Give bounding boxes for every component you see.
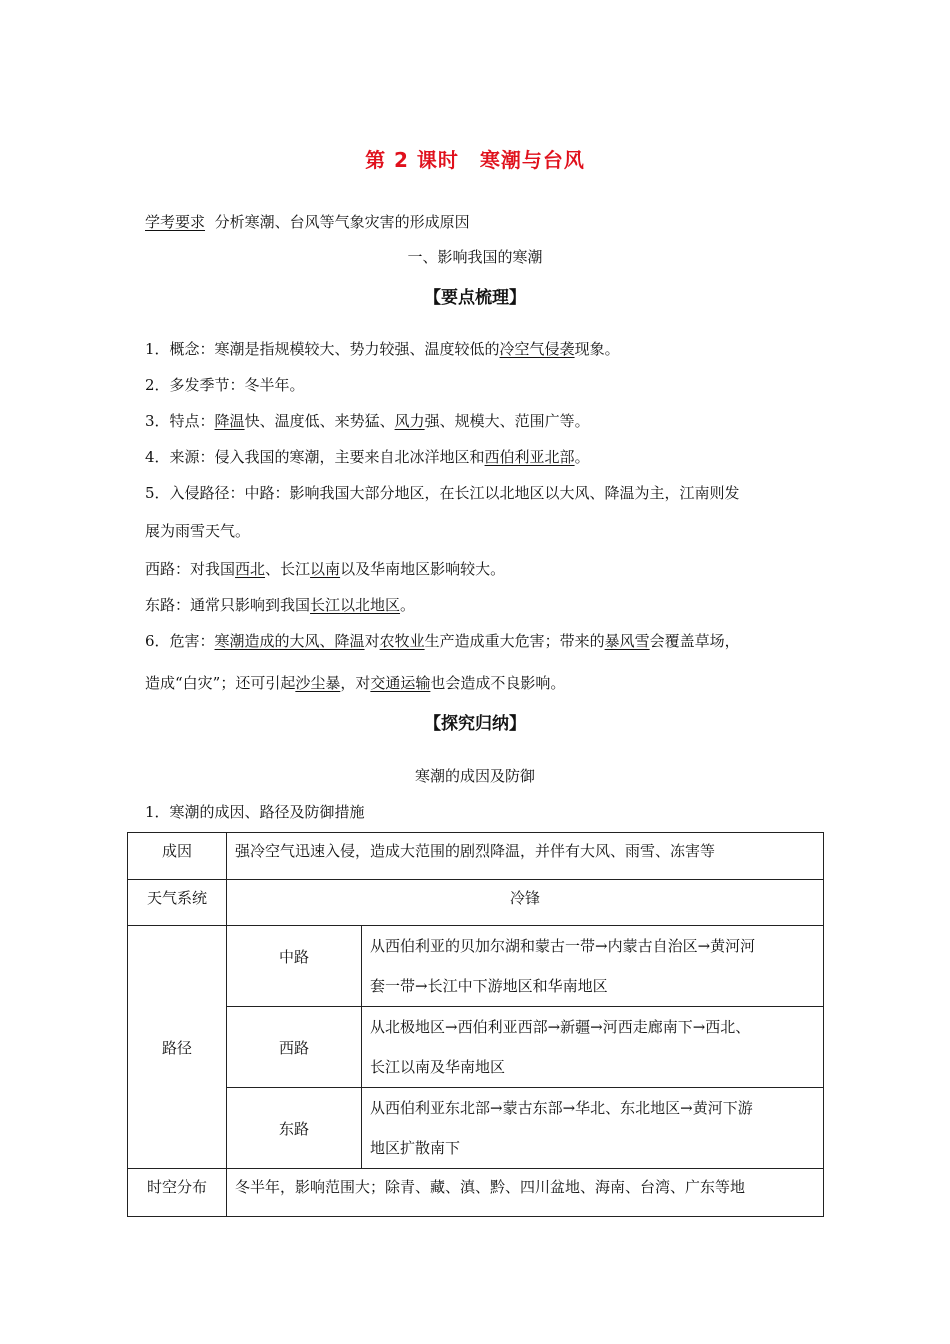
requirement-text: 分析寒潮、台风等气象灾害的形成原因	[214, 213, 470, 231]
text: 东路：通常只影响到我国	[145, 596, 311, 614]
text: 生产造成重大危害；带来的	[424, 632, 605, 650]
point-route-line1: 5．入侵路径：中路：影响我国大部分地区，在长江以北地区以大风、降温为主，江南则发	[145, 484, 740, 502]
point-concept	[145, 338, 620, 359]
route-line: 地区扩散南下	[370, 1139, 461, 1157]
table-row	[128, 926, 824, 1007]
cell-time-label: 时空分布	[128, 1169, 227, 1217]
page-title: 第 2 课时 寒潮与台风	[365, 148, 585, 172]
point-features	[145, 410, 590, 431]
cell-cause-text: 强冷空气迅速入侵，造成大范围的剧烈降温，并伴有大风、雨雪、冻害等	[227, 833, 824, 880]
route-east	[145, 594, 415, 615]
text: 、长江	[265, 560, 311, 578]
text: 6．危害：	[145, 632, 215, 650]
point-source	[145, 446, 590, 467]
exam-requirement	[145, 211, 470, 232]
underlined-answer: 以南	[310, 560, 341, 578]
text: 造成“白灾”；还可引起	[145, 674, 296, 692]
text: 3．特点：	[145, 412, 215, 430]
text: 。	[574, 448, 590, 466]
table-row	[128, 833, 824, 880]
table-row	[128, 1007, 824, 1088]
route-line: 套一带→长江中下游地区和华南地区	[370, 977, 608, 995]
cell-route-path	[362, 926, 824, 1007]
text: 会覆盖草场，	[649, 632, 740, 650]
table-row	[128, 1088, 824, 1169]
route-line: 从西伯利亚东北部→蒙古东部→华北、东北地区→黄河下游	[370, 1099, 753, 1117]
table-caption: 1．寒潮的成因、路径及防御措施	[145, 803, 365, 821]
text: 西路：对我国	[145, 560, 236, 578]
underlined-answer: 交通运输	[370, 674, 431, 692]
point-hazards-line1	[145, 630, 740, 651]
table-row	[128, 1169, 824, 1217]
cell-route-name: 西路	[227, 1007, 362, 1088]
table-row	[128, 880, 824, 926]
text: 强、规模大、范围广等。	[424, 412, 590, 430]
point-route-line2: 展为雨雪天气。	[145, 522, 251, 540]
route-line: 从西伯利亚的贝加尔湖和蒙古一带→内蒙古自治区→黄河河	[370, 937, 756, 955]
underlined-answer: 西北	[235, 560, 266, 578]
point-season: 2．多发季节：冬半年。	[145, 376, 305, 394]
text: 以及华南地区影响较大。	[340, 560, 506, 578]
text: 对	[364, 632, 380, 650]
underlined-answer: 寒潮造成的大风、降温	[214, 632, 365, 650]
cell-route-path	[362, 1088, 824, 1169]
text: 快、温度低、来势猛、	[244, 412, 395, 430]
cell-route-name: 中路	[227, 926, 362, 1007]
underlined-answer: 风力	[394, 412, 425, 430]
underlined-answer: 降温	[214, 412, 245, 430]
subheading: 寒潮的成因及防御	[414, 767, 535, 785]
text: ，对	[340, 674, 371, 692]
underlined-answer: 沙尘暴	[295, 674, 341, 692]
cell-cause-label: 成因	[128, 833, 227, 880]
text: 现象。	[574, 340, 620, 358]
route-west	[145, 558, 505, 579]
heading-inquiry: 【探究归纳】	[424, 714, 526, 734]
route-line: 从北极地区→西伯利亚西部→新疆→河西走廊南下→西北、	[370, 1018, 751, 1036]
cell-system-text: 冷锋	[227, 880, 824, 926]
text: 。	[400, 596, 416, 614]
point-hazards-line2	[145, 672, 565, 693]
route-line: 长江以南及华南地区	[370, 1058, 506, 1076]
text: 1．概念：寒潮是指规模较大、势力较强、温度较低的	[145, 340, 500, 358]
underlined-answer: 农牧业	[379, 632, 425, 650]
cold-wave-table	[127, 832, 824, 1217]
text: 4．来源：侵入我国的寒潮，主要来自北冰洋地区和	[145, 448, 485, 466]
requirement-label: 学考要求	[145, 213, 206, 231]
cell-route-label: 路径	[128, 926, 227, 1169]
section-title: 一、影响我国的寒潮	[407, 248, 543, 266]
underlined-answer: 西伯利亚北部	[484, 448, 575, 466]
cell-time-text: 冬半年，影响范围大；除青、藏、滇、黔、四川盆地、海南、台湾、广东等地	[227, 1169, 824, 1217]
underlined-answer: 冷空气侵袭	[499, 340, 575, 358]
cell-route-name: 东路	[227, 1088, 362, 1169]
underlined-answer: 长江以北地区	[310, 596, 401, 614]
heading-key-points: 【要点梳理】	[424, 288, 526, 308]
cell-route-path	[362, 1007, 824, 1088]
underlined-answer: 暴风雪	[604, 632, 650, 650]
text: 也会造成不良影响。	[430, 674, 566, 692]
cell-system-label: 天气系统	[128, 880, 227, 926]
